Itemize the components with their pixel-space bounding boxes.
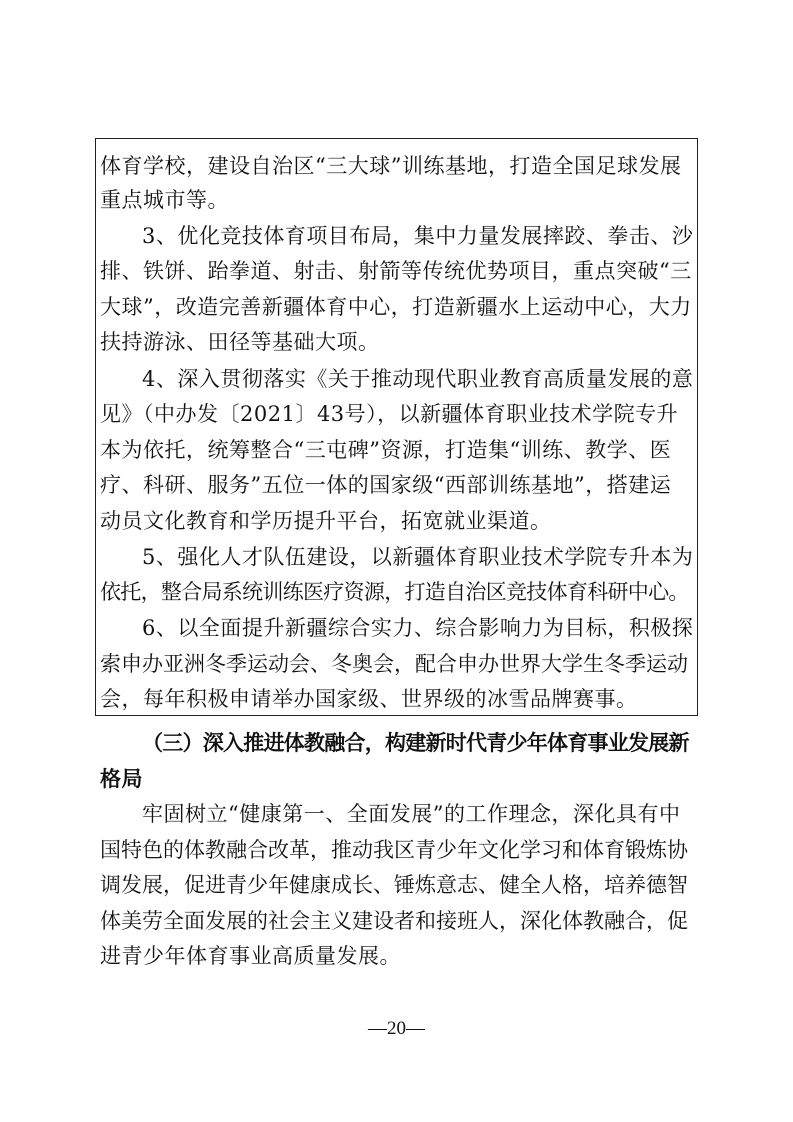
text-line: 4、深入贯彻落实《关于推动现代职业教育高质量发展的意 [142,367,694,391]
text-line: 依托，整合局系统训练医疗资源，打造自治区竞技体育科研中心。 [100,580,689,604]
text-line: 动员文化教育和学历提升平台，拓宽就业渠道。 [100,509,552,533]
heading-line: 格局 [100,766,143,791]
text-line: 3、优化竞技体育项目布局，集中力量发展摔跤、拳击、沙 [142,224,694,248]
text-line: 疗、科研、服务”五位一体的国家级“西部训练基地”，搭建运 [100,473,672,497]
text-line: 大球”，改造完善新疆体育中心，打造新疆水上运动中心，大力 [100,295,692,319]
text-line: 体育学校，建设自治区“三大球”训练基地，打造全国足球发展 [100,154,682,178]
heading-line: （三）深入推进体教融合，构建新时代青少年体育事业发展新 [142,730,689,755]
text-line: 调发展，促进青少年健康成长、锤炼意志、健全人格，培养德智 [100,873,688,897]
page-number: —20— [368,1018,425,1039]
text-line: 会，每年积极申请举办国家级、世界级的冰雪品牌赛事。 [100,687,638,711]
text-line: 进青少年体育事业高质量发展。 [100,944,401,968]
text-line: 6、以全面提升新疆综合实力、综合影响力为目标，积极探 [142,616,694,640]
text-line: 索申办亚洲冬季运动会、冬奥会，配合申办世界大学生冬季运动 [100,652,688,676]
text-line: 重点城市等。 [100,188,229,212]
text-line: 本为依托，统筹整合“三屯碑”资源，打造集“训练、教学、医 [100,438,672,462]
text-line: 排、铁饼、跆拳道、射击、射箭等传统优势项目，重点突破“三 [100,259,692,283]
text-line: 扶持游泳、田径等基础大项。 [100,330,380,354]
text-line: 牢固树立“健康第一、全面发展”的工作理念，深化具有中 [142,802,681,826]
text-line: 国特色的体教融合改革，推动我区青少年文化学习和体育锻炼协 [100,838,688,862]
text-line: 5、强化人才队伍建设，以新疆体育职业技术学院专升本为 [142,545,694,569]
text-line: 见》（中办发〔2021〕43号），以新疆体育职业技术学院专升 [100,402,679,426]
text-line: 体美劳全面发展的社会主义建设者和接班人，深化体教融合，促 [100,909,688,933]
